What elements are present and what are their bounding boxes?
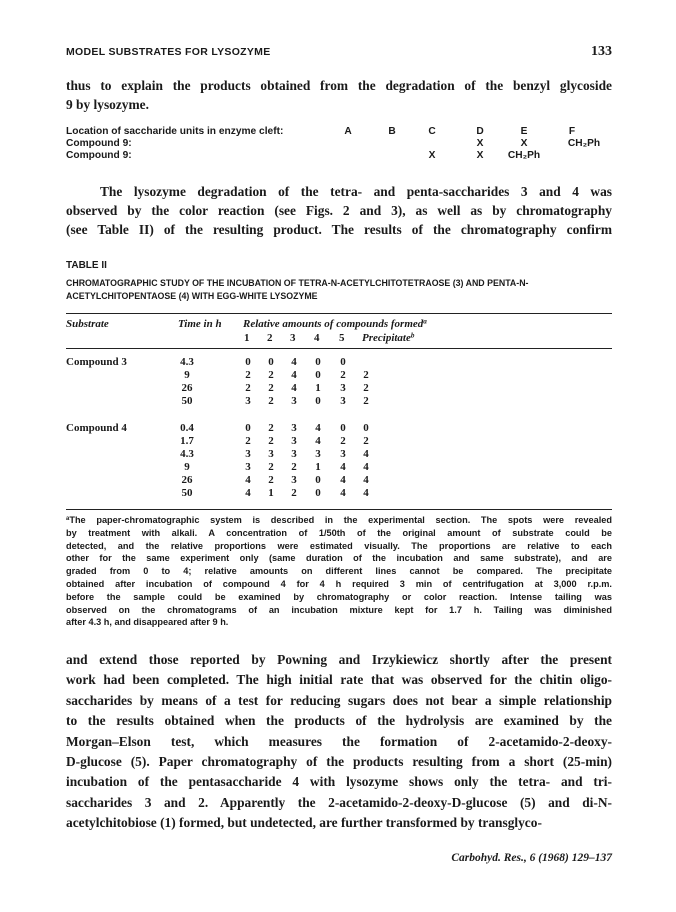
value-cell: 0	[268, 356, 274, 368]
text-line: 9 by lysozyme.	[66, 97, 149, 112]
value-cell: 3	[291, 474, 297, 486]
value-cell: 1	[268, 487, 274, 499]
col-header-time: Time in h	[178, 318, 222, 330]
value-cell: 3	[291, 422, 297, 434]
value-cell: 4	[363, 474, 369, 486]
time-cell: 0.4	[180, 422, 194, 434]
page-number: 133	[591, 44, 612, 59]
paragraph-2	[66, 182, 612, 239]
value-cell: 3	[291, 395, 297, 407]
time-cell: 9	[184, 369, 190, 381]
cleft-row-label: Compound 9:	[66, 138, 132, 149]
cleft-column: F	[568, 126, 576, 137]
value-cell: 2	[291, 487, 297, 499]
text-line: observed by the color reaction (see Figs. 2 and 3), as well as by chromatography	[66, 203, 612, 218]
text-line: (see Table II) of the resulting product. The results of the chromatography confirm	[66, 222, 612, 237]
intro-paragraph	[66, 76, 612, 114]
value-cell: 3	[245, 395, 251, 407]
cleft-header-row	[66, 126, 612, 138]
enzyme-cleft-table	[66, 126, 612, 162]
text-line: thus to explain the products obtained from the degradation of the benzyl glycoside	[66, 78, 612, 93]
footnote-text: The paper-chromatographic system is described in the experimental section. The spots were revealed	[69, 515, 612, 525]
value-cell: 4	[340, 487, 346, 499]
paragraph-3	[66, 650, 612, 834]
text-line: Morgan–Elson test, which measures the formation of 2-acetamido-2-deoxy-	[66, 733, 612, 749]
text-line: incubation of the pentasaccharide 4 with lysozyme shows only the tetra- and tri-	[66, 774, 612, 790]
text-line: work had been completed. The high initial rate that was observed for the chitin oligo-	[66, 672, 612, 688]
value-cell: 4	[340, 461, 346, 473]
value-cell: 3	[291, 435, 297, 447]
value-cell: 3	[340, 395, 346, 407]
cleft-mark: X	[476, 150, 484, 161]
value-cell: 0	[315, 487, 321, 499]
text-line: saccharides 3 and 2. Apparently the 2-acetamido-2-deoxy-D-glucose (5) and di-N-	[66, 794, 612, 810]
col-number-5: 5	[339, 332, 345, 344]
footnote-line: detected, and the relative proportions were estimated visually. The proportions are relative to each	[66, 540, 612, 551]
value-cell: 3	[340, 448, 346, 460]
value-cell: 0	[340, 422, 346, 434]
table-bottom-rule	[66, 509, 612, 510]
footnote-mark-a: a	[423, 317, 427, 326]
footnote-line: obtained after incubation of compound 4 for 4 h required 3 min of centrifugation at 3,000 r.p.m.	[66, 578, 612, 589]
value-cell: 2	[245, 435, 251, 447]
footnote-mark-a: a	[66, 516, 70, 523]
value-cell: 3	[315, 448, 321, 460]
cleft-mark: X	[476, 138, 484, 149]
footnote-line: graded from 0 to 4; relative amounts on different lines cannot be compared. The precipitate	[66, 566, 612, 577]
value-cell: 1	[315, 382, 321, 394]
value-cell: 4	[291, 356, 297, 368]
value-cell: 2	[268, 461, 274, 473]
running-header	[66, 46, 612, 62]
footnote-line: by treatment with alkali. A concentration of 1/50th of the original amount of substrate could be	[66, 527, 612, 538]
table-footnote	[66, 514, 612, 629]
caption-line: CHROMATOGRAPHIC STUDY OF THE INCUBATION OF TETRA-N-ACETYLCHITOTETRAOSE (3) AND PENTA-N-	[66, 278, 529, 288]
footnote-line: other for the same experiment only (same duration of the incubation and same substrate), and are	[66, 553, 612, 564]
substrate-label: Compound 4	[66, 422, 127, 434]
value-cell: 4	[363, 461, 369, 473]
cleft-column: B	[388, 126, 396, 137]
value-cell: 1	[315, 461, 321, 473]
cleft-row	[66, 150, 612, 162]
value-cell: 0	[340, 356, 346, 368]
text-line: D-glucose (5). Paper chromatography of the products resulting from a short (25-min)	[66, 754, 612, 770]
col-header-substrate: Substrate	[66, 318, 109, 330]
cleft-mark: CH₂Ph	[507, 150, 541, 161]
value-cell: 2	[268, 474, 274, 486]
journal-citation: Carbohyd. Res., 6 (1968) 129–137	[451, 852, 612, 864]
cleft-label: Location of saccharide units in enzyme cleft:	[66, 126, 284, 137]
footnote-line: before the sample could be examined by chromatography or color reaction. Intense tailing was	[66, 591, 612, 602]
value-cell: 2	[363, 369, 369, 381]
value-cell: 2	[268, 435, 274, 447]
time-cell: 4.3	[180, 356, 194, 368]
cleft-mark: CH₂Ph	[567, 138, 601, 149]
value-cell: 3	[340, 382, 346, 394]
value-cell: 2	[363, 395, 369, 407]
value-cell: 3	[268, 448, 274, 460]
cleft-row	[66, 138, 612, 150]
table-header-rule	[66, 348, 612, 349]
cleft-column: E	[520, 126, 528, 137]
col-number-1: 1	[244, 332, 250, 344]
footnote-mark-b: b	[410, 331, 415, 340]
col-number-4: 4	[314, 332, 320, 344]
value-cell: 2	[268, 422, 274, 434]
footnote-line: after 4.3 h, and disappeared after 9 h.	[66, 617, 229, 628]
relative-header-text: Relative amounts of compounds formed	[243, 318, 424, 330]
value-cell: 0	[315, 474, 321, 486]
time-cell: 50	[181, 395, 193, 407]
footnote-line	[66, 514, 612, 527]
time-cell: 50	[181, 487, 193, 499]
value-cell: 0	[315, 395, 321, 407]
value-cell: 2	[340, 435, 346, 447]
text-line: and extend those reported by Powning and Irzykiewicz shortly after the present	[66, 652, 612, 667]
time-cell: 26	[181, 382, 193, 394]
value-cell: 2	[363, 435, 369, 447]
value-cell: 2	[340, 369, 346, 381]
col-number-3: 3	[290, 332, 296, 344]
value-cell: 4	[291, 369, 297, 381]
value-cell: 4	[245, 474, 251, 486]
value-cell: 0	[245, 422, 251, 434]
substrate-label: Compound 3	[66, 356, 127, 368]
text-line: acetylchitobiose (1) formed, but undetected, are further transformed by transglyco-	[66, 815, 542, 831]
value-cell: 4	[245, 487, 251, 499]
value-cell: 3	[291, 448, 297, 460]
value-cell: 2	[268, 382, 274, 394]
cleft-row-label: Compound 9:	[66, 150, 132, 161]
value-cell: 4	[291, 382, 297, 394]
value-cell: 2	[291, 461, 297, 473]
cleft-column: D	[476, 126, 484, 137]
value-cell: 2	[363, 382, 369, 394]
value-cell: 2	[245, 369, 251, 381]
time-cell: 9	[184, 461, 190, 473]
value-cell: 4	[315, 435, 321, 447]
time-cell: 26	[181, 474, 193, 486]
value-cell: 3	[245, 461, 251, 473]
value-cell: 4	[315, 422, 321, 434]
caption-line: ACETYLCHITOPENTAOSE (4) WITH EGG-WHITE LYSOZYME	[66, 291, 318, 301]
precipitate-header-text: Precipitate	[362, 332, 411, 344]
value-cell: 4	[363, 448, 369, 460]
cleft-column: A	[344, 126, 352, 137]
footnote-line: observed on the chromatograms of an incubation mixture kept for 1.7 h. Tailing was diminished	[66, 604, 612, 615]
running-title: MODEL SUBSTRATES FOR LYSOZYME	[66, 46, 271, 58]
value-cell: 4	[340, 474, 346, 486]
value-cell: 0	[245, 356, 251, 368]
text-line: saccharides by means of a test for reducing sugars does not bear a simple relationship	[66, 692, 612, 708]
table-caption	[66, 277, 612, 303]
cleft-mark: X	[520, 138, 528, 149]
col-header-precipitate	[362, 332, 414, 344]
value-cell: 2	[268, 395, 274, 407]
cleft-column: C	[428, 126, 436, 137]
value-cell: 4	[363, 487, 369, 499]
value-cell: 0	[363, 422, 369, 434]
time-cell: 1.7	[180, 435, 194, 447]
table-title: TABLE II	[66, 260, 107, 271]
col-header-relative	[243, 318, 427, 330]
cleft-mark: X	[428, 150, 436, 161]
value-cell: 0	[315, 356, 321, 368]
value-cell: 3	[245, 448, 251, 460]
text-line: to the results obtained when the products of the hydrolysis are examined by the	[66, 713, 612, 729]
text-line: The lysozyme degradation of the tetra- and penta-saccharides 3 and 4 was	[100, 184, 612, 199]
time-cell: 4.3	[180, 448, 194, 460]
value-cell: 2	[245, 382, 251, 394]
table-top-rule	[66, 313, 612, 314]
value-cell: 0	[315, 369, 321, 381]
col-number-2: 2	[267, 332, 273, 344]
value-cell: 2	[268, 369, 274, 381]
